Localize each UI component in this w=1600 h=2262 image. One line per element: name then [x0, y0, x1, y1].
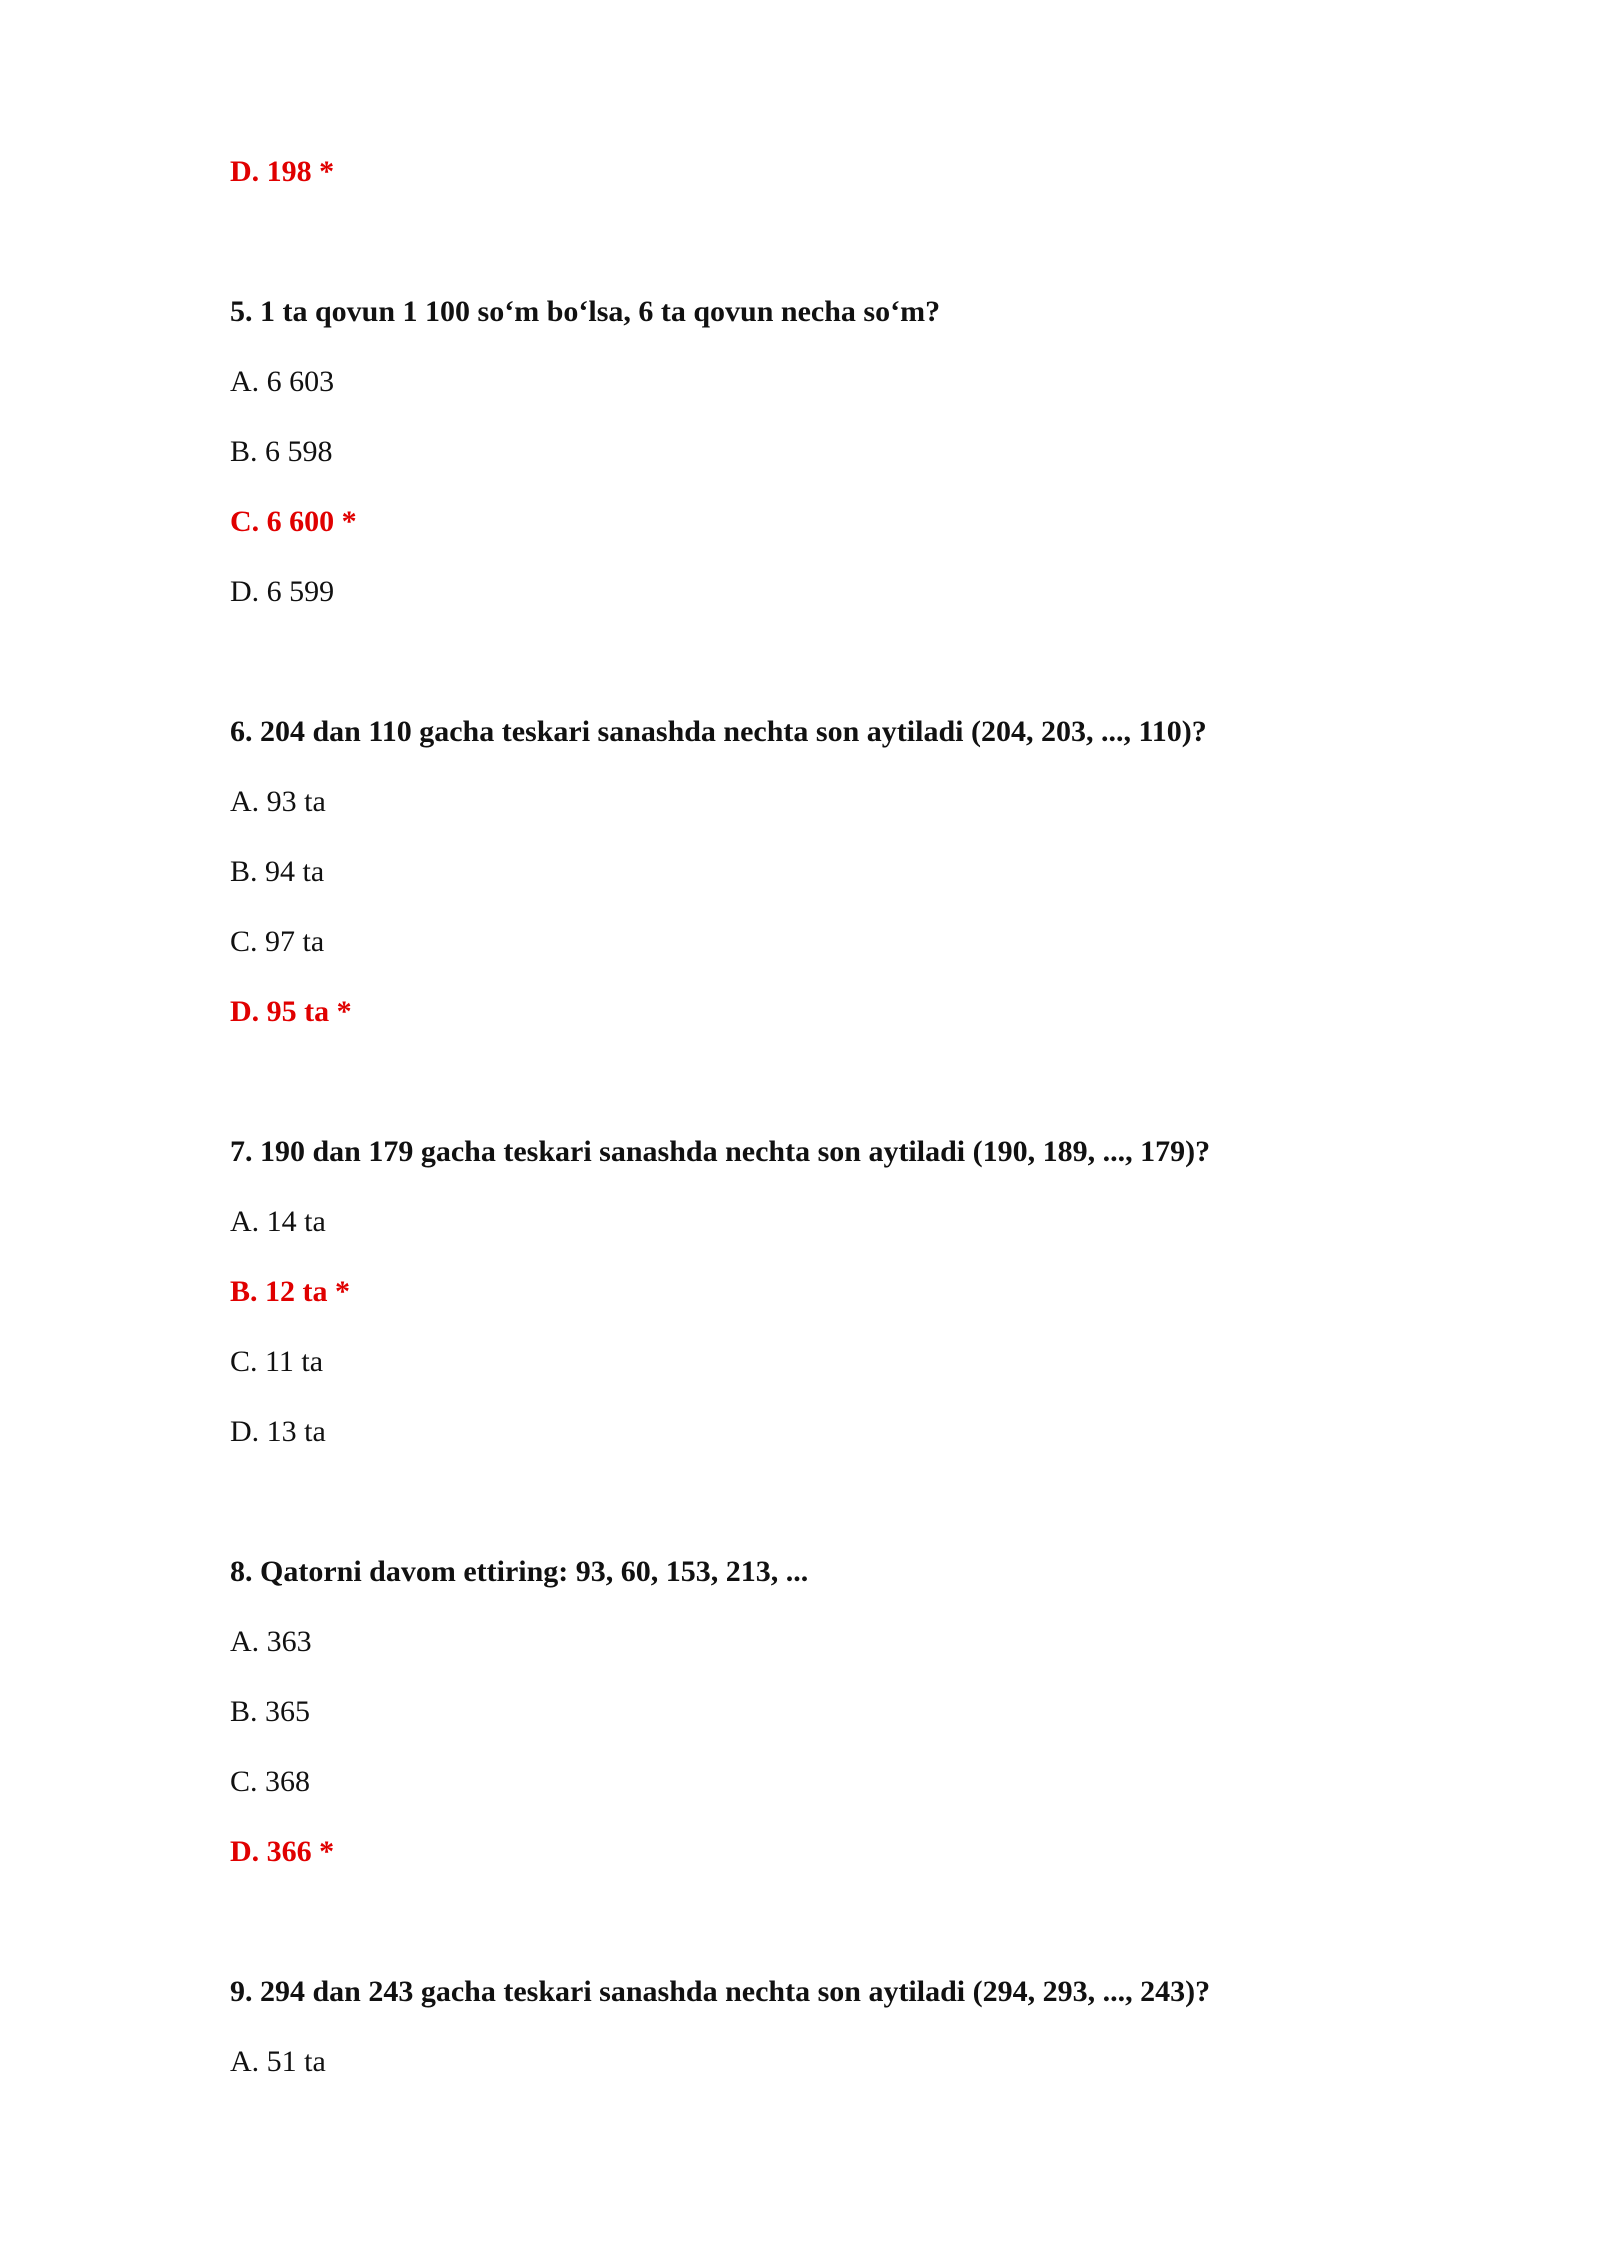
option-7-c: C. 11 ta [230, 1345, 324, 1378]
option-5-c-correct: C. 6 600 * [230, 505, 357, 538]
option-8-d-correct: D. 366 * [230, 1835, 335, 1868]
option-8-c: C. 368 [230, 1765, 311, 1798]
option-6-c: C. 97 ta [230, 925, 325, 958]
option-6-b: B. 94 ta [230, 855, 325, 888]
option-8-a: A. 363 [230, 1625, 312, 1658]
option-9-a: A. 51 ta [230, 2045, 326, 2078]
question-5: 5. 1 ta qovun 1 100 so‘m bo‘lsa, 6 ta qovun necha so‘m? [230, 295, 941, 328]
option-4-d-correct: D. 198 * [230, 155, 335, 188]
option-6-d-correct: D. 95 ta * [230, 995, 352, 1028]
option-7-b-correct: B. 12 ta * [230, 1275, 350, 1308]
option-5-a: A. 6 603 [230, 365, 335, 398]
question-7: 7. 190 dan 179 gacha teskari sanashda nechta son aytiladi (190, 189, ..., 179)? [230, 1135, 1211, 1168]
option-7-a: A. 14 ta [230, 1205, 326, 1238]
question-6: 6. 204 dan 110 gacha teskari sanashda nechta son aytiladi (204, 203, ..., 110)? [230, 715, 1207, 748]
option-5-d: D. 6 599 [230, 575, 335, 608]
option-6-a: A. 93 ta [230, 785, 326, 818]
question-9: 9. 294 dan 243 gacha teskari sanashda nechta son aytiladi (294, 293, ..., 243)? [230, 1975, 1211, 2008]
option-8-b: B. 365 [230, 1695, 311, 1728]
question-8: 8. Qatorni davom ettiring: 93, 60, 153, 213, ... [230, 1555, 809, 1588]
option-7-d: D. 13 ta [230, 1415, 326, 1448]
option-5-b: B. 6 598 [230, 435, 333, 468]
